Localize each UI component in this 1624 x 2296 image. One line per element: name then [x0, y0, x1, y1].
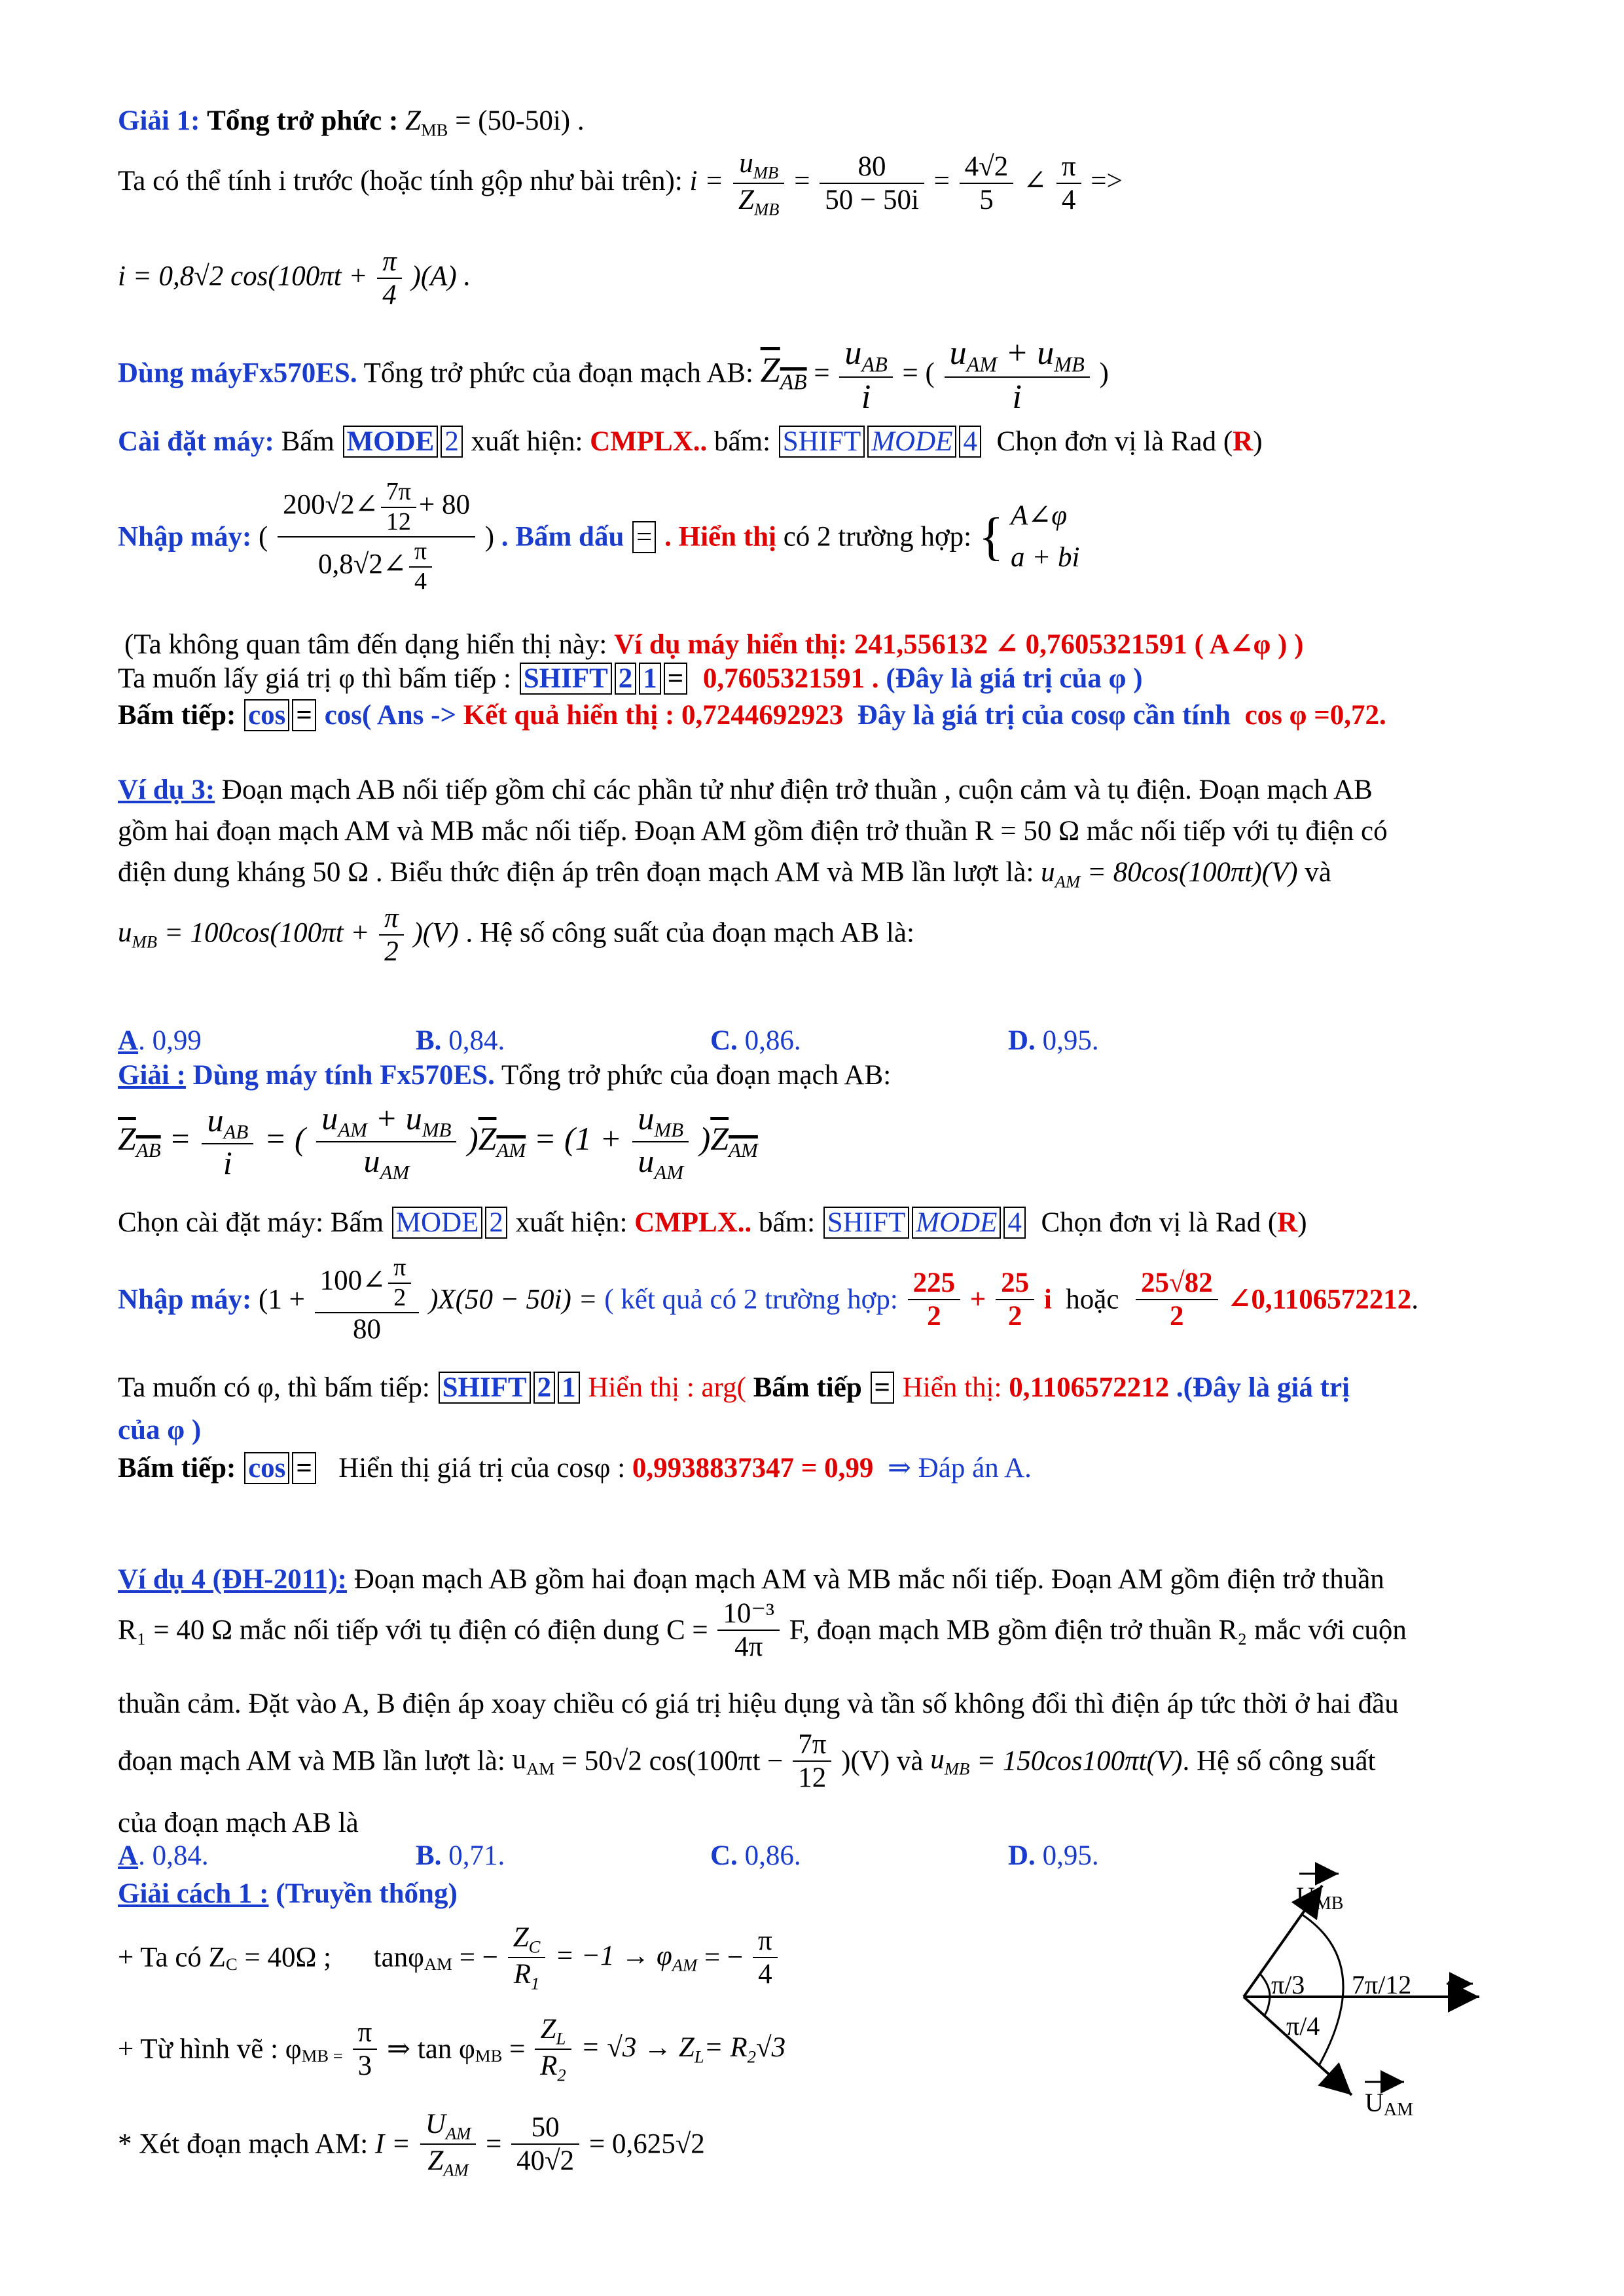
nhap-may-line: Nhập máy: ( 200√2∠ $\frac{7\pi}{12}$ + 80 0,8√2∠ $\frac{\pi}{4}$ ) . Bấm dấu = . Hiển thị có 2 trường hợp: { A∠φ a + bi [118, 478, 1080, 596]
key-shift: SHIFT [439, 1372, 531, 1404]
fraction: $\frac{7\pi}{12}$ [793, 1728, 831, 1795]
giai-1-title: Giải 1: Tổng trở phức : $Z_{MB} = (50-50i)$ . [118, 105, 585, 140]
fraction: $\frac{u_{MB}}{u_{AM}}$ [632, 1100, 689, 1184]
key-equals: = [292, 699, 316, 731]
arc-pi4 [1263, 1997, 1270, 2016]
option-c[interactable]: C. 0,86. [710, 1025, 801, 1056]
key-shift: SHIFT [779, 426, 865, 458]
ex3-line-2: gồm hai đoạn mạch AM và MB mắc nối tiếp. Đoạn AM gồm điện trở thuần R = 50 Ω mắc nối tiếp với tụ điện có [118, 816, 1388, 847]
fraction: $\frac{Z_C}{R_1}$ [508, 1922, 546, 1994]
option-d[interactable]: D. 0,95. [1008, 1025, 1099, 1056]
ex3-nhap-line: Nhập máy: (1 + 100∠ $\frac{\pi}{2}$ 80 )X(50 − 50i) = ( kết quả có 2 trường hợp: $\frac{225}{2}$ + $\frac{25}{2}$ i hoặc $\frac{25√82}{2}$ ∠0,1106572212. [118, 1254, 1418, 1345]
fraction: $\frac{25}{2}$ [996, 1267, 1034, 1333]
ex4-line-1: Ví dụ 4 (ĐH-2011): Đoạn mạch AB gồm hai đoạn mạch AM và MB mắc nối tiếp. Đoạn AM gồm điện trở thuần [118, 1564, 1384, 1595]
fraction: $\frac{25√82}{2}$ [1136, 1267, 1218, 1333]
ex3-line-4: $u_{MB} = 100\cos(100\pi t$ + $\frac{\pi}{2}$ )(V) . Hệ số công suất của đoạn mạch AB là: [118, 903, 914, 968]
fraction: $\frac{\pi}{4}$ [753, 1925, 778, 1991]
fraction: $\frac{u_{AM} + u_{MB}}{i}$ [945, 334, 1090, 417]
ex4-step-3: * Xét đoạn mạch AM: I = $\frac{U_{AM}}{Z_{AM}}$ = $\frac{50}{40√2}$ = 0,625√2 [118, 2109, 705, 2180]
ex3-bam-tiep: Bấm tiếp: cos = Hiển thị giá trị của cosφ : 0,9938837347 = 0,99 ⇒ Đáp án A. [118, 1453, 1032, 1484]
fraction: $\frac{U_{AM}}{Z_{AM}}$ [420, 2108, 477, 2180]
fraction: $\frac{50}{40√2}$ [511, 2111, 579, 2178]
phasor-diagram [1218, 1859, 1532, 2121]
fraction: $\frac{\pi}{4}$ [1056, 151, 1081, 217]
key-2: 2 [615, 663, 637, 695]
ex4-line-5: của đoạn mạch AB là [118, 1808, 359, 1838]
phi-line: Ta muốn lấy giá trị φ thì bấm tiếp : SHIFT 2 1 = 0,7605321591 . (Đây là giá trị của φ ) [118, 663, 1143, 694]
ex3-line-3: điện dung kháng 50 Ω . Biểu thức điện áp trên đoạn mạch AM và MB lần lượt là: $u_{AM} = 80\cos(100\pi t)(V)$ và [118, 857, 1331, 892]
key-2: 2 [441, 426, 463, 458]
key-1: 1 [639, 663, 661, 695]
key-mode: MODE [912, 1207, 1001, 1239]
fraction: $\frac{\pi}{2}$ [379, 902, 404, 968]
ex4-step-2: + Từ hình vẽ : $\varphi_{MB =}$ $\frac{\pi}{3}$ ⇒ $\tan \varphi_{MB}$ = $\frac{Z_L}{R_2}$ = $√3 \to Z_L= R_2√3$ [118, 2014, 786, 2085]
i-expression: i = 0,8√2 cos(100πt + $\frac{\pi}{4}$ )(A) . [118, 246, 471, 311]
fraction: $\frac{u_{AB}}{i}$ [839, 334, 892, 417]
ex3-line-1: Ví dụ 3: Đoạn mạch AB nối tiếp gồm chỉ các phần tử như điện trở thuần , cuộn cảm và tụ điện. Đoạn mạch AB [118, 774, 1373, 805]
key-cos: cos [244, 1452, 289, 1484]
key-equals: = [664, 663, 688, 695]
ex4-line-2: R₁ = 40 Ω mắc nối tiếp với tụ điện có điện dung C = $\frac{\text{10⁻³}}{4\pi}$ F, đoạn mạch MB gồm điện trở thuần R₂ mắc với cuộn [118, 1598, 1407, 1663]
option-a[interactable]: A. 0,99 [118, 1025, 202, 1056]
pi4-label: π/4 [1286, 2011, 1320, 2041]
arc-large [1303, 1915, 1343, 2066]
pi3-label: π/3 [1271, 1970, 1305, 1999]
fraction: 200√2∠ $\frac{7\pi}{12}$ + 80 0,8√2∠ $\frac{\pi}{4}$ [278, 478, 475, 596]
fraction: $\frac{80}{50 - 50i}$ [820, 151, 924, 217]
note-line: (Ta không quan tâm đến dạng hiển thị này: Ví dụ máy hiển thị: 241,556132 ∠ 0,7605321591 ( A∠φ ) ) [124, 629, 1304, 660]
i-label: I [1448, 1981, 1457, 2011]
key-shift: SHIFT [823, 1207, 909, 1239]
key-4: 4 [959, 426, 981, 458]
ex4-line-3: thuần cảm. Đặt vào A, B điện áp xoay chiều có giá trị hiệu dụng và tần số không đổi thì điện áp tức thời ở hai đầu [118, 1688, 1399, 1719]
ex3-zab-formula: $Z_{AB}$ = $\frac{u_{AB}}{i}$ = ( $\frac{u_{AM} + u_{MB}}{u_{AM}}$ )$Z_{AM} = (1$ + $\frac{u_{MB}}{u_{AM}}$ )$Z_{AM}$ [118, 1100, 758, 1184]
option-a[interactable]: A. 0,84. [118, 1840, 209, 1871]
pi7-12-label: 7π/12 [1352, 1970, 1412, 1999]
u-am-label: UAM [1365, 2088, 1414, 2120]
option-c[interactable]: C. 0,86. [710, 1840, 801, 1871]
key-equals: = [871, 1372, 895, 1404]
ex4-label: Ví dụ 4 (ĐH-2011): [118, 1564, 347, 1595]
ex3-phi-line-2: của φ ) [118, 1415, 202, 1446]
ex3-giai-line: Giải : Dùng máy tính Fx570ES. Tổng trở phức của đoạn mạch AB: [118, 1060, 892, 1091]
ex3-chon-line: Chọn cài đặt máy: Bấm MODE 2 xuất hiện: CMPLX.. bấm: SHIFT MODE 4 Chọn đơn vị là Rad (R) [118, 1207, 1307, 1238]
ex4-step-1: + Ta có $Z_C = 40\Omega$ ; tanφ$_{AM}$ = − $\frac{Z_C}{R_1}$ = $-1 \to \varphi_{AM}$ = − $\frac{\pi}{4}$ [118, 1922, 780, 1994]
fraction: $\frac{u_{MB}}{Z_{MB}}$ [733, 147, 784, 219]
key-equals: = [292, 1452, 316, 1484]
fraction: $\frac{Z_L}{R_2}$ [535, 2013, 571, 2085]
ex3-phi-line: Ta muốn có φ, thì bấm tiếp: SHIFT 2 1 Hiển thị : arg( Bấm tiếp = Hiển thị: 0,1106572212 .(Đây là giá trị [118, 1372, 1350, 1403]
u-mb-label: UMB [1296, 1882, 1344, 1914]
ex4-line-4: đoạn mạch AM và MB lần lượt là: $u_{AM} = 50√2$ cos(100πt − $\frac{7\pi}{12}$ )(V) và $u_{MB} = 150\cos 100\pi t(V)$. Hệ số công suất [118, 1729, 1376, 1794]
key-mode: MODE [392, 1207, 483, 1239]
key-2: 2 [533, 1372, 556, 1404]
key-1: 1 [558, 1372, 580, 1404]
option-b[interactable]: B. 0,84. [416, 1025, 505, 1056]
fraction: $\frac{u_{AM} + u_{MB}}{u_{AM}}$ [316, 1100, 456, 1184]
dung-may-line: Dùng máyFx570ES. Tổng trở phức của đoạn mạch AB: $Z_{AB}$ = $\frac{u_{AB}}{i}$ = ( $\frac{u_{AM} + u_{MB}}{i}$ ) [118, 335, 1109, 416]
option-b[interactable]: B. 0,71. [416, 1840, 505, 1871]
cai-dat-line: Cài đặt máy: Bấm MODE 2 xuất hiện: CMPLX.. bấm: SHIFT MODE 4 Chọn đơn vị là Rad (R) [118, 426, 1263, 457]
fraction: $\frac{\pi}{3}$ [353, 2016, 378, 2083]
key-mode: MODE [343, 426, 439, 458]
arc-pi3 [1260, 1974, 1270, 1997]
option-d[interactable]: D. 0,95. [1008, 1840, 1099, 1871]
giai-1-label: Giải 1: [118, 105, 200, 136]
key-4: 4 [1003, 1207, 1026, 1239]
key-2: 2 [485, 1207, 507, 1239]
fraction: $\frac{\pi}{4}$ [377, 246, 402, 312]
ex4-giai-cach-1: Giải cách 1 : (Truyền thống) [118, 1878, 458, 1909]
fraction: $\frac{225}{2}$ [908, 1267, 961, 1333]
key-mode: MODE [867, 426, 956, 458]
i-formula-line: Ta có thể tính i trước (hoặc tính gộp như bài trên): i = $\frac{u_{MB}}{Z_{MB}}$ = $\frac{80}{50 - 50i}$ = $\frac{4√2}{5}$ ∠ $\frac{\pi}{4}$ => [118, 148, 1123, 219]
fraction: 100∠ $\frac{\pi}{2}$ 80 [315, 1254, 420, 1346]
bam-tiep-line: Bấm tiếp: cos = cos( Ans -> Kết quả hiển thị : 0,7244692923 Đây là giá trị của cosφ cần tính cos φ =0,72. [118, 700, 1386, 731]
key-equals: = [632, 521, 656, 553]
key-shift: SHIFT [520, 663, 612, 695]
fraction: $\frac{4√2}{5}$ [960, 151, 1014, 217]
key-cos: cos [244, 699, 289, 731]
ex3-label: Ví dụ 3: [118, 774, 215, 805]
fraction: $\frac{u_{AB}}{i}$ [202, 1102, 253, 1182]
fraction: $\frac{\text{10⁻³}}{4\pi}$ [717, 1597, 780, 1664]
